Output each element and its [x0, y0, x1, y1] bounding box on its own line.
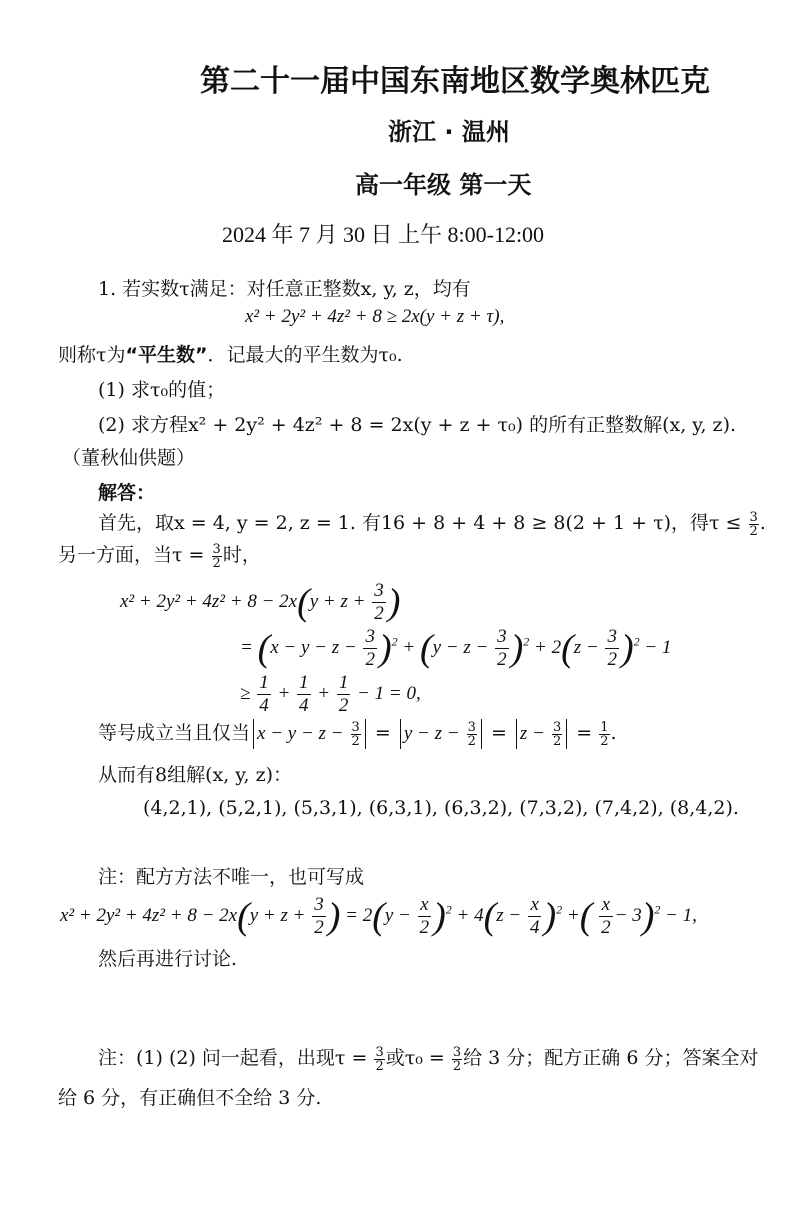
- problem-part2: (2) 求方程x² + 2y² + 4z² + 8 = 2x(y + z + τ₀) 的所有正整数解(x, y, z).: [98, 414, 737, 436]
- solution-step2: = (x − y − z − $\frac{3}{2}$ )$^2$ + (y − z − $\frac{3}{2}$ )$^2$ + 2(z − $\frac{3}{2}$ )$^2$ − 1: [240, 626, 672, 670]
- solution-line1: 首先，取x = 4, y = 2, z = 1. 有16 + 8 + 4 + 8 ≥ 8(2 + 1 + τ)，得τ ≤ $\frac{3}{2}$ .: [98, 509, 766, 539]
- note2-line1: 注：(1) (2) 问一起看，出现τ = $\frac{3}{2}$ 或τ₀ = $\frac{3}{2}$ 给 3 分；配方正确 6 分；答案全对: [98, 1044, 759, 1074]
- fraction-3-2: $\frac{3}{2}$: [749, 509, 758, 539]
- fraction-3-2: $\frac{3}{2}$: [212, 541, 221, 571]
- solution-expression: x² + 2y² + 4z² + 8 − 2x(y + z + $\frac{3}{2}$ ): [120, 580, 401, 624]
- solution-heading: 解答：: [98, 482, 156, 504]
- contest-title: 第二十一届中国东南地区数学奥林匹克: [200, 64, 710, 99]
- location: 浙江 · 温州: [388, 118, 510, 146]
- note1-formula: x² + 2y² + 4z² + 8 − 2x(y + z + $\frac{3}{2}$ ) = 2(y − $\frac{x}{2}$ )$^2$ + 4(z − $\frac{x}{4}$ )$^2$ +( $\frac{x}{2}$ − 3)$^2$ − 1,: [60, 894, 697, 938]
- solution-count: 从而有8组解(x, y, z)：: [98, 764, 293, 786]
- solution-step3: ≥ $\frac{1}{4}$ + $\frac{1}{4}$ + $\frac{1}{2}$ − 1 = 0,: [240, 672, 421, 716]
- problem-definition: 则称τ为“平生数”．记最大的平生数为τ₀.: [58, 344, 403, 366]
- solution-equality: 等号成立当且仅当 x − y − z − $\frac{3}{2}$ = y − z − $\frac{3}{2}$ = z − $\frac{3}{2}$ = $\frac{1}{2}$ .: [98, 719, 617, 749]
- grade-day: 高一年级 第一天: [355, 171, 532, 199]
- note2-line2: 给 6 分，有正确但不全给 3 分.: [58, 1087, 322, 1109]
- solution-list: (4,2,1), (5,2,1), (5,3,1), (6,3,1), (6,3,2), (7,3,2), (7,4,2), (8,4,2).: [143, 797, 739, 819]
- problem-intro: 1. 若实数τ满足：对任意正整数x, y, z，均有: [98, 278, 471, 300]
- solution-line2: 另一方面，当τ = $\frac{3}{2}$ 时，: [58, 541, 261, 571]
- note1-discussion: 然后再进行讨论.: [98, 948, 238, 970]
- problem-inequality: x² + 2y² + 4z² + 8 ≥ 2x(y + z + τ),: [245, 306, 505, 327]
- problem-author: （董秋仙供题）: [62, 447, 196, 469]
- date-time: 2024 年 7 月 30 日 上午 8:00-12:00: [222, 222, 545, 247]
- note1-intro: 注：配方方法不唯一，也可写成: [98, 866, 365, 888]
- problem-part1: (1) 求τ₀的值；: [98, 379, 226, 401]
